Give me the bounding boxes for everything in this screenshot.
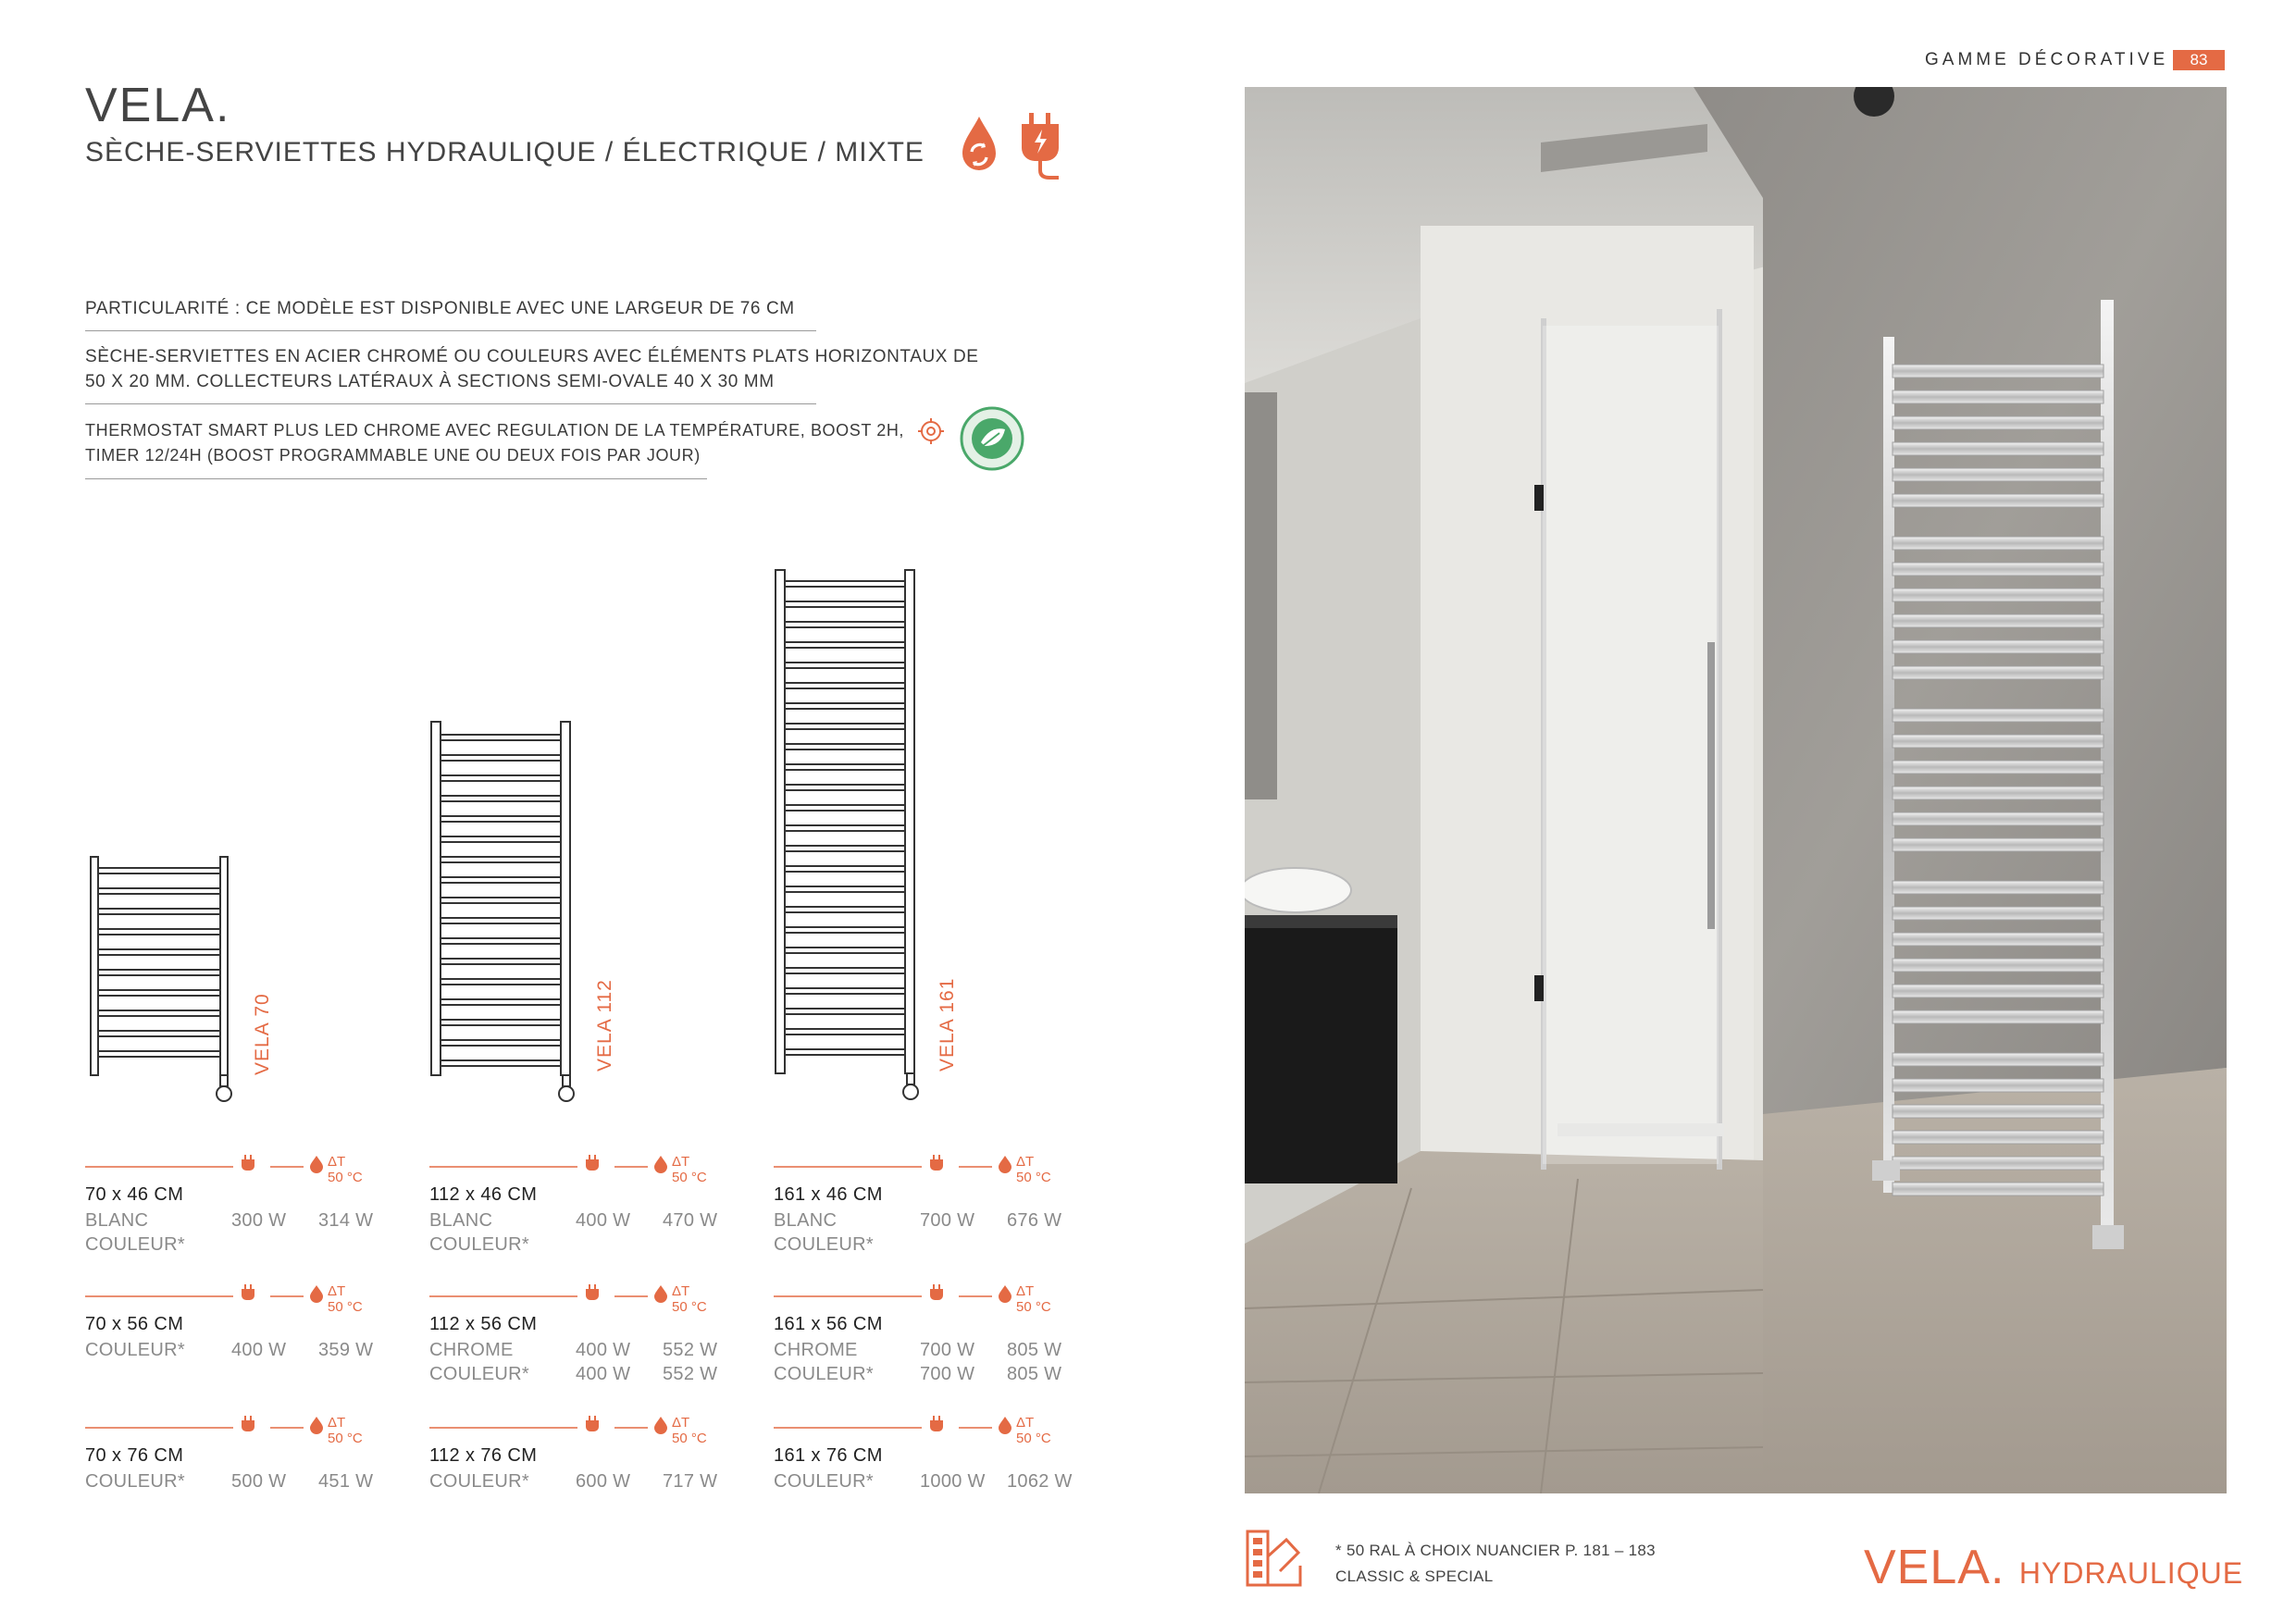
- radiator-bar: [441, 816, 561, 822]
- radiator-bar: [98, 909, 220, 914]
- product-subtitle: SÈCHE-SERVIETTES HYDRAULIQUE / ÉLECTRIQUE / MIXTE: [85, 137, 925, 167]
- divider: [85, 403, 816, 404]
- photo-radiator-bar: [1893, 1079, 2104, 1092]
- footnote-line1: * 50 RAL À CHOIX NUANCIER P. 181 – 183: [1335, 1542, 1656, 1559]
- label-vela-112: VELA 112: [594, 979, 615, 1072]
- photo-radiator-bar: [1893, 365, 2104, 378]
- model-size: 112 x 46 CM: [429, 1184, 538, 1205]
- photo-radiator-bar: [1893, 666, 2104, 679]
- radiator-bar: [441, 979, 561, 985]
- delta-t-label: ΔT 50 °C: [1016, 1154, 1051, 1185]
- drop-icon: [654, 1417, 667, 1434]
- radiator-bar: [785, 927, 905, 933]
- plug-icon: [242, 1284, 254, 1300]
- drop-icon: [999, 1285, 1011, 1303]
- photo-radiator-bar: [1893, 985, 2104, 997]
- delta-t-label: ΔT 50 °C: [328, 1283, 363, 1315]
- electric-plug-icon: [1022, 113, 1059, 178]
- model-size: 70 x 46 CM: [85, 1184, 184, 1205]
- drop-icon: [654, 1156, 667, 1173]
- section-label: GAMME DÉCORATIVE: [1925, 50, 2169, 69]
- delta-t-label: ΔT 50 °C: [1016, 1283, 1051, 1315]
- drawing-vela-70: [85, 844, 242, 1112]
- table-header: [429, 1153, 707, 1173]
- radiator-bar: [785, 663, 905, 668]
- spec-particularite: PARTICULARITÉ : CE MODÈLE EST DISPONIBLE AVEC UNE LARGEUR DE 76 CM: [85, 299, 795, 318]
- divider: [85, 330, 816, 331]
- spec-table-112x46: ΔT 50 °C 112 x 46 CM BLANC 400 W 470 W COULEUR*: [429, 1154, 718, 1255]
- plug-icon: [242, 1416, 254, 1431]
- plug-icon: [930, 1284, 943, 1300]
- photo-radiator-bar: [1893, 416, 2104, 429]
- color-swatch-icon: [1245, 1529, 1304, 1590]
- photo-radiator-bar: [1893, 959, 2104, 972]
- radiator-bar: [785, 601, 905, 607]
- spec-thermostat-1: THERMOSTAT SMART PLUS LED CHROME AVEC REGULATION DE LA TEMPÉRATURE, BOOST 2H,: [85, 421, 905, 440]
- radiator-bar: [785, 581, 905, 587]
- photo-radiator-bar: [1893, 838, 2104, 851]
- radiator-bar: [98, 970, 220, 975]
- product-title: VELA.: [85, 79, 231, 132]
- delta-t-label: ΔT 50 °C: [1016, 1415, 1051, 1446]
- footnote-line2: CLASSIC & SPECIAL: [1335, 1567, 1494, 1585]
- drop-icon: [310, 1156, 323, 1173]
- photo-radiator-bar: [1893, 1157, 2104, 1170]
- radiator-bar: [785, 744, 905, 750]
- model-size: 161 x 56 CM: [774, 1314, 883, 1334]
- eco-badge-icon: [962, 408, 1023, 469]
- photo-radiator-bar: [1893, 537, 2104, 550]
- model-size: 112 x 56 CM: [429, 1314, 538, 1334]
- photo-radiator-bar: [1893, 1183, 2104, 1196]
- radiator-bar: [785, 1029, 905, 1035]
- delta-t-label: ΔT 50 °C: [672, 1154, 707, 1185]
- radiator-bar: [785, 1049, 905, 1055]
- radiator-bar: [441, 1040, 561, 1046]
- radiator-bar: [785, 724, 905, 729]
- divider: [85, 478, 707, 479]
- radiator-bar: [98, 1031, 220, 1036]
- radiator-bar: [785, 703, 905, 709]
- radiator-bar: [441, 775, 561, 781]
- photo-radiator-bar: [1893, 881, 2104, 894]
- photo-radiator-bar: [1893, 907, 2104, 920]
- plug-icon: [586, 1284, 599, 1300]
- spec-table-112x56: ΔT 50 °C 112 x 56 CM CHROME 400 W 552 W COULEUR* 400 W 552 W: [429, 1283, 718, 1384]
- radiator-bar: [785, 846, 905, 851]
- radiator-bar: [98, 868, 220, 873]
- radiator-bar: [441, 1020, 561, 1025]
- radiator-bar: [785, 805, 905, 811]
- photo-radiator-bar: [1893, 563, 2104, 576]
- radiator-bar: [441, 755, 561, 761]
- photo-radiator-bar: [1893, 933, 2104, 946]
- label-vela-161: VELA 161: [937, 977, 958, 1072]
- photo-radiator-bar: [1893, 442, 2104, 455]
- photo-radiator-bar: [1893, 640, 2104, 653]
- table-header: [429, 1414, 707, 1434]
- radiator-bar: [441, 918, 561, 923]
- photo-radiator-bar: [1893, 812, 2104, 825]
- spec-thermostat-2: TIMER 12/24H (BOOST PROGRAMMABLE UNE OU DEUX FOIS PAR JOUR): [85, 446, 701, 465]
- photo-radiator-bar: [1893, 1105, 2104, 1118]
- table-header: [85, 1153, 363, 1173]
- radiator-bar: [441, 836, 561, 842]
- table-header: [774, 1282, 1051, 1303]
- radiator-bar: [441, 898, 561, 903]
- brand-name: VELA.: [1864, 1541, 2005, 1594]
- delta-t-label: ΔT 50 °C: [672, 1415, 707, 1446]
- drawing-vela-161: [770, 566, 927, 1112]
- radiator-bar: [785, 785, 905, 790]
- hydraulic-electric-icons: [953, 109, 1083, 183]
- photo-radiator-bar: [1893, 761, 2104, 774]
- delta-t-label: ΔT 50 °C: [328, 1154, 363, 1185]
- radiator-bar: [785, 968, 905, 973]
- radiator-bar: [98, 888, 220, 894]
- photo-radiator-bar: [1893, 1053, 2104, 1066]
- photo-radiator-bar: [1893, 735, 2104, 748]
- plug-icon: [586, 1416, 599, 1431]
- photo-radiator-bar: [1893, 1010, 2104, 1023]
- radiator-bar: [441, 959, 561, 964]
- radiator-bar: [441, 1060, 561, 1066]
- photo-radiator-bar: [1893, 614, 2104, 627]
- radiator-bar: [441, 857, 561, 862]
- radiator-bar: [98, 1051, 220, 1057]
- photo-radiator-bar: [1893, 390, 2104, 403]
- spec-table-161x56: ΔT 50 °C 161 x 56 CM CHROME 700 W 805 W COULEUR* 700 W 805 W: [774, 1283, 1062, 1384]
- photo-radiator-bar: [1893, 588, 2104, 601]
- spec-table-161x76: ΔT 50 °C 161 x 76 CM COULEUR* 1000 W 1062 W: [774, 1415, 1073, 1492]
- footnote: [1335, 1538, 1656, 1590]
- spec-material-2: 50 X 20 MM. COLLECTEURS LATÉRAUX À SECTIONS SEMI-OVALE 40 X 30 MM: [85, 372, 775, 391]
- radiator-bar: [98, 1010, 220, 1016]
- radiator-bar: [785, 683, 905, 688]
- model-size: 161 x 76 CM: [774, 1445, 883, 1466]
- radiator-bar: [98, 990, 220, 996]
- spec-table-112x76: ΔT 50 °C 112 x 76 CM COULEUR* 600 W 717 W: [429, 1415, 718, 1492]
- drop-icon: [310, 1417, 323, 1434]
- table-header: [774, 1414, 1051, 1434]
- thermostat-badges: [916, 403, 1036, 477]
- radiator-bar: [785, 907, 905, 912]
- photo-radiator-bar: [1893, 468, 2104, 481]
- model-size: 161 x 46 CM: [774, 1184, 883, 1205]
- table-header: [429, 1282, 707, 1303]
- model-size: 70 x 56 CM: [85, 1314, 184, 1334]
- brand-subtitle: HYDRAULIQUE: [2018, 1556, 2244, 1590]
- radiator-bar: [785, 764, 905, 770]
- plug-icon: [930, 1155, 943, 1171]
- footer-brand: [1864, 1540, 2243, 1595]
- radiator-bar: [441, 796, 561, 801]
- water-drop-icon: [962, 117, 996, 170]
- table-header: [85, 1282, 363, 1303]
- page-number: 83: [2173, 50, 2225, 70]
- label-vela-70: VELA 70: [252, 993, 273, 1075]
- spec-table-70x56: ΔT 50 °C 70 x 56 CM COULEUR* 400 W 359 W: [85, 1283, 374, 1360]
- radiator-bar: [785, 988, 905, 994]
- plug-icon: [930, 1416, 943, 1431]
- plug-icon: [242, 1155, 254, 1171]
- drawing-vela-112: [426, 714, 583, 1112]
- photo-radiator-bar: [1893, 494, 2104, 507]
- spec-table-161x46: ΔT 50 °C 161 x 46 CM BLANC 700 W 676 W COULEUR*: [774, 1154, 1062, 1255]
- photo-radiator-bar: [1893, 709, 2104, 722]
- radiator-bar: [785, 825, 905, 831]
- radiator-bar: [441, 999, 561, 1005]
- spec-material-1: SÈCHE-SERVIETTES EN ACIER CHROMÉ OU COULEURS AVEC ÉLÉMENTS PLATS HORIZONTAUX DE: [85, 347, 979, 366]
- delta-t-label: ΔT 50 °C: [328, 1415, 363, 1446]
- spec-table-70x46: ΔT 50 °C 70 x 46 CM BLANC 300 W 314 W COULEUR*: [85, 1154, 374, 1255]
- radiator-bar: [441, 877, 561, 883]
- drop-icon: [999, 1417, 1011, 1434]
- model-size: 70 x 76 CM: [85, 1445, 184, 1466]
- photo-radiator-bar: [1893, 787, 2104, 799]
- radiator-bar: [785, 622, 905, 627]
- product-photo: [1245, 87, 2227, 1493]
- drop-icon: [310, 1285, 323, 1303]
- radiator-bar: [785, 886, 905, 892]
- thermostat-icon: [918, 418, 944, 444]
- table-header: [774, 1153, 1051, 1173]
- radiator-bar: [785, 642, 905, 648]
- radiator-bar: [441, 938, 561, 944]
- radiator-bar: [98, 929, 220, 935]
- table-header: [85, 1414, 363, 1434]
- radiator-bar: [98, 949, 220, 955]
- drop-icon: [999, 1156, 1011, 1173]
- radiator-bar: [441, 735, 561, 740]
- radiator-bar: [785, 948, 905, 953]
- delta-t-label: ΔT 50 °C: [672, 1283, 707, 1315]
- photo-radiator-bar: [1893, 1131, 2104, 1144]
- spec-table-70x76: ΔT 50 °C 70 x 76 CM COULEUR* 500 W 451 W: [85, 1415, 374, 1492]
- plug-icon: [586, 1155, 599, 1171]
- drop-icon: [654, 1285, 667, 1303]
- radiator-bar: [785, 1009, 905, 1014]
- model-size: 112 x 76 CM: [429, 1445, 538, 1466]
- radiator-bar: [785, 866, 905, 872]
